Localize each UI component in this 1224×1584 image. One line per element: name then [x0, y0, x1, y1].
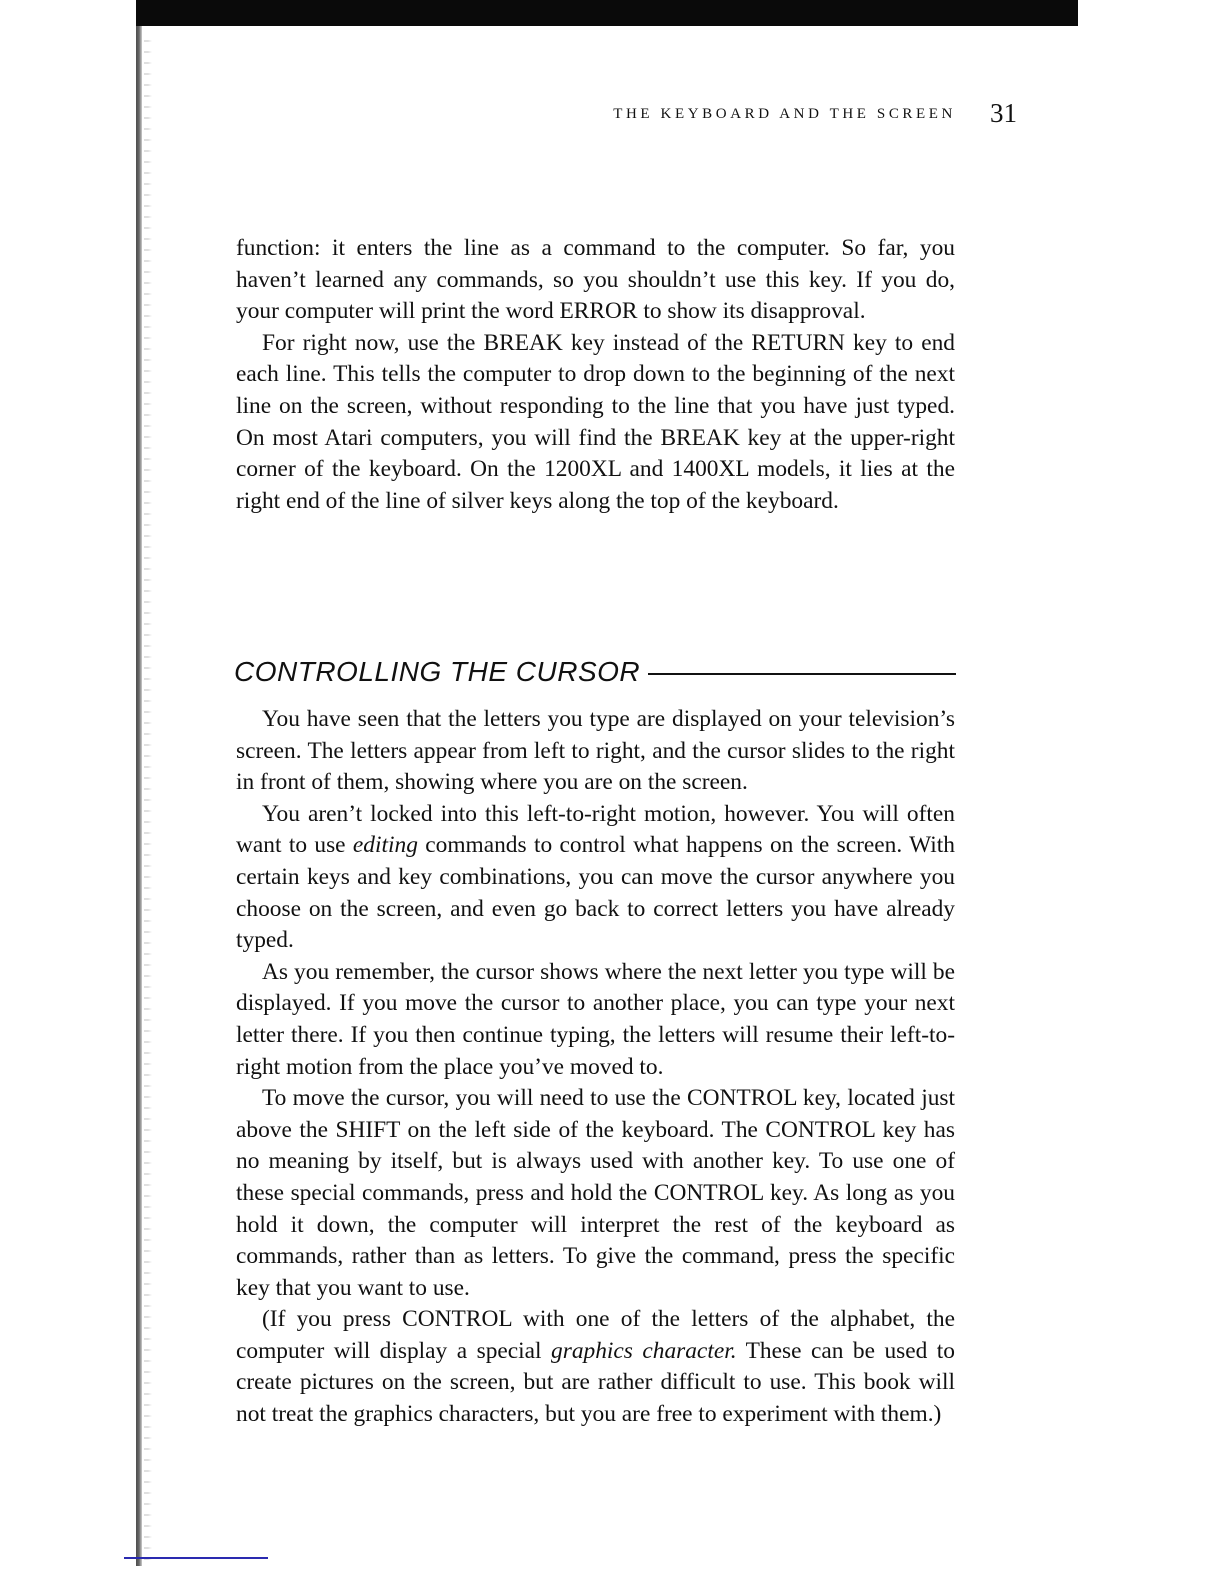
scan-spine-shadow — [136, 26, 142, 1566]
text-span: These can be used to create pictures on the screen, but are rather difficult to use. This book will not treat the graphics characters, but you are free to experiment with them.) — [236, 1337, 955, 1428]
heading-rule — [648, 673, 956, 675]
paragraph-letters-displayed: You have seen that the letters you type are displayed on your television’s screen. The letters appear from left to right, and the cursor slides to the right in front of them, showing where you are on the screen. — [236, 706, 955, 796]
running-head: THE KEYBOARD AND THE SCREEN — [613, 106, 956, 122]
scan-top-bar — [136, 0, 1078, 26]
paragraph-graphics-characters — [236, 1304, 955, 1430]
section-text-block — [236, 704, 955, 1431]
top-text-block — [236, 233, 955, 517]
italic-term-graphics-character: graphics character. — [551, 1337, 737, 1364]
italic-term-editing: editing — [352, 832, 418, 859]
paragraph-control-key: To move the cursor, you will need to use the CONTROL key, located just above the SHIFT on the left side of the keyboard. The CONTROL key has no meaning by itself, but is always used with another key. To use one of these special commands, press and hold the CONTROL key. As long as you hold it down, the computer will interpret the rest of the keyboard as commands, rather than as letters. To give the command, press the specific key that you want to use. — [236, 1085, 955, 1301]
text-span: You aren’t locked into this left-to-right motion, however. You will often want to use — [236, 800, 955, 859]
scan-spine-speckle — [144, 40, 174, 1560]
paragraph-editing-commands — [236, 799, 955, 957]
section-heading — [234, 652, 956, 692]
text-span: commands to control what happens on the screen. With certain keys and key combinations, you can move the cursor anywhere you choose on the screen, and even go back to correct letters you have already typed. — [236, 832, 955, 954]
paragraph-function-continued: function: it enters the line as a command to the computer. So far, you haven’t learned any commands, so you shouldn’t use this key. If you do, your computer will print the word ERROR to show its disapproval. — [236, 235, 955, 325]
text-span: (If you press CONTROL with one of the letters of the alphabet, the computer will display a special — [236, 1306, 955, 1364]
page-number: 31 — [990, 98, 1017, 128]
paragraph-break-key: For right now, use the BREAK key instead of the RETURN key to end each line. This tells the computer to drop down to the beginning of the next line on the screen, without responding to the line that you have just typed. On most Atari computers, you will find the BREAK key at the upper-right corner of the keyboard. On the 1200XL and 1400XL models, it lies at the right end of the line of silver keys along the top of the keyboard. — [236, 329, 955, 514]
scan-bottom-mark — [124, 1557, 268, 1559]
section-title: CONTROLLING THE CURSOR — [234, 656, 641, 687]
paragraph-cursor-position: As you remember, the cursor shows where the next letter you type will be displayed. If you move the cursor to another place, you can type your next letter there. If you then continue typing, the letters will resume their left-to-right motion from the place you’ve moved to. — [236, 958, 955, 1080]
